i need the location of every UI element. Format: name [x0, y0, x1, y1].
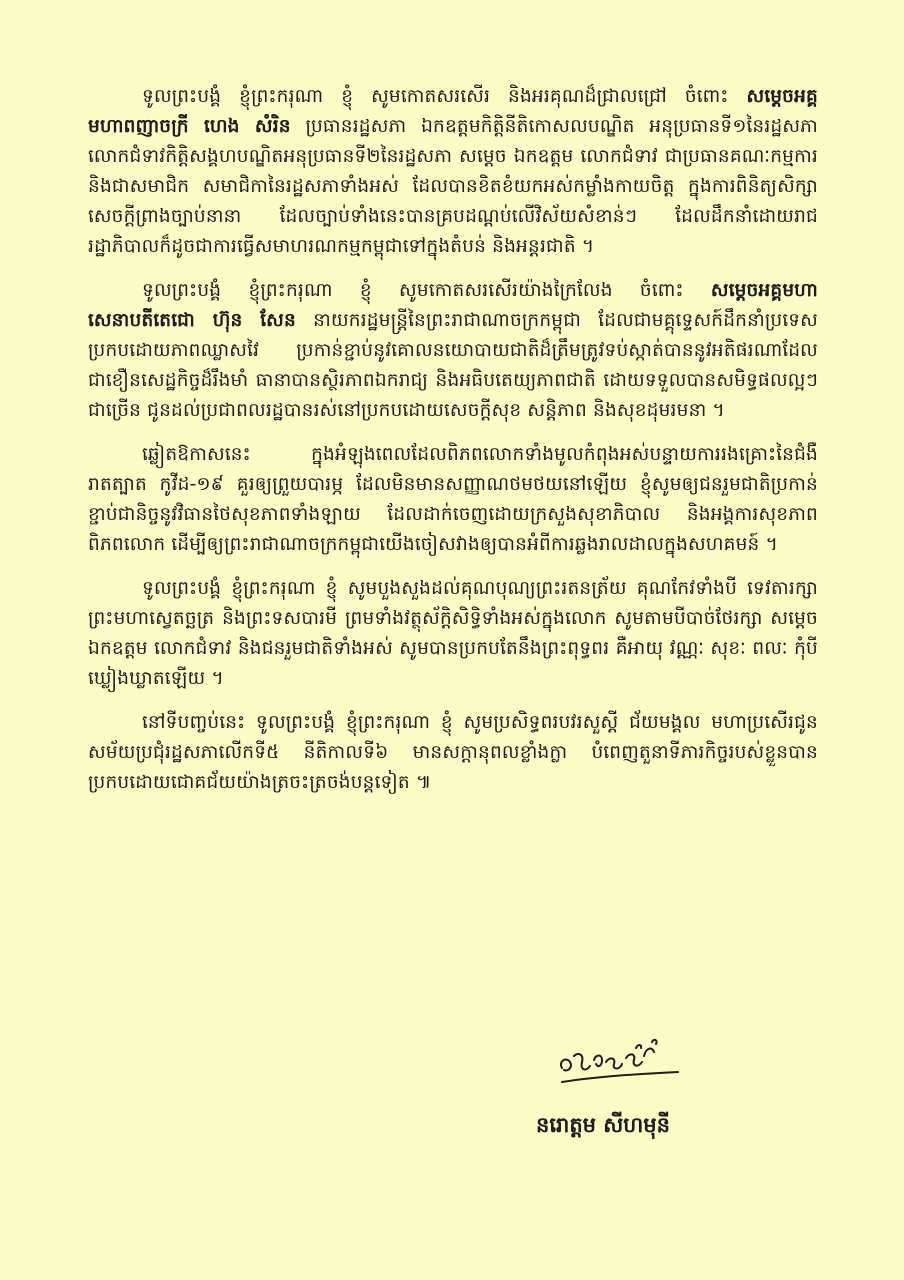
paragraph-1-text-b: ប្រធានរដ្ឋសភា ឯកឧត្តមកិត្តិនីតិកោសលបណ្ឌិត អនុប្រធានទី១នៃរដ្ឋសភា លោកជំទាវកិត្តិសង្គហបណ្ឌិតអនុប្រធានទី២នៃរដ្ឋសភា សម្ដេច ឯកឧត្តម លោកជំទាវ ជាប្រធានគណៈកម្មការ និងជាសមាជិក សមាជិកានៃរដ្ឋសភាទាំងអស់ ដែលបានខិតខំយកអស់កម្លាំងកាយចិត្ត ក្នុងការពិនិត្យសិក្សាសេចក្ដីព្រាងច្បាប់នានា ដែលច្បាប់ទាំងនេះបានគ្របដណ្ដប់លើវិស័យសំខាន់ៗ ដែលដឹកនាំដោយរាជរដ្ឋាភិបាលក៏ដូចជាការធ្វើសមាហរណកម្មកម្ពុជាទៅក្នុងតំបន់ និងអន្តរជាតិ ។: [88, 116, 818, 257]
paragraph-2-text-b: នាយករដ្ឋមន្ត្រីនៃព្រះរាជាណាចក្រកម្ពុជា ដែលជាមគ្គុទ្ទេសក៍ដឹកនាំប្រទេសប្រកបដោយភាពឈ្លាសវៃ ប្រកាន់ខ្ជាប់នូវគោលនយោបាយជាតិដ៏ត្រឹមត្រូវទប់ស្កាត់បាននូវអតិផរណាដែលជាខឿនសេដ្ឋកិច្ចដ៏រឹងមាំ ធានាបានស្ថិរភាពឯករាជ្យ និងអធិបតេយ្យភាពជាតិ ដោយទទួលបានសមិទ្ធផលល្អៗជាច្រើន ជូនដល់ប្រជាពលរដ្ឋបានរស់នៅប្រកបដោយសេចក្ដីសុខ សន្តិភាព និងសុខដុមរមនា ។: [88, 310, 818, 421]
paragraph-3: [88, 440, 818, 560]
signature-image: [540, 1032, 740, 1094]
paragraph-1-bold-name: សម្ដេចអគ្គមហាពញាចក្រី ហេង សំរិន: [88, 86, 818, 137]
signer-name: នរោត្តម សីហមុនី: [536, 1113, 670, 1137]
paragraph-3-text: ឆ្លៀតឱកាសនេះ ក្នុងអំឡុងពេលដែលពិភពលោកទាំងមូលកំពុងអស់បន្ទាយការរងគ្រោះនៃជំងឺរាតត្បាត កូវីដ-១៩ គួរឲ្យព្រួយបារម្ភ ដែលមិនមានសញ្ញាណថមថយនៅឡើយ ខ្ញុំសូមឲ្យជនរួមជាតិប្រកាន់ខ្ជាប់ជានិច្ចនូវវិធានថៃសុខភាពទាំងឡាយ ដែលដាក់ចេញដោយក្រសួងសុខាភិបាល និងអង្គការសុខភាពពិភពលោក ដើម្បីឲ្យព្រះរាជាណាចក្រកម្ពុជាយើងចៀសវាងឲ្យបានអំពីការឆ្លងរាលដាលក្នុងសហគមន៍ ។: [88, 444, 818, 555]
paragraph-5-text: នៅទីបញ្ចប់នេះ ទូលព្រះបង្គំ ខ្ញុំព្រះករុណា ខ្ញុំ សូមប្រសិទ្ធពរបវរសួស្ដី ជ័យមង្គល មហាប្រសើរជូនសម័យប្រជុំរដ្ឋសភាលើកទី៥ នីតិកាលទី៦ មានសក្ដានុពលខ្លាំងក្លា បំពេញតួនាទីភារកិច្ចរបស់ខ្លួនបានប្រកបដោយជោគជ័យយ៉ាងត្រចះត្រចង់បន្តទៀត ៕: [88, 712, 818, 793]
letter-body: [88, 82, 818, 812]
paragraph-1: [88, 82, 818, 262]
paragraph-5: [88, 708, 818, 798]
paragraph-4-text: ទូលព្រះបង្គំ ខ្ញុំព្រះករុណា ខ្ញុំ សូមបួងសួងដល់គុណបុណ្យព្រះរតនត្រ័យ គុណកែវទាំងបី ទេវតារក្សាព្រះមហាស្វេតច្ឆត្រ និងព្រះទសបារមី ព្រមទាំងវត្ថុស័ក្តិសិទ្ធិទាំងអស់ក្នុងលោក សូមតាមបីបាច់ថែរក្សា សម្ដេច ឯកឧត្តម លោកជំទាវ និងជនរួមជាតិទាំងអស់ សូមបានប្រកបតែនឹងព្រះពុទ្ធពរ គឺអាយុ វណ្ណៈ សុខៈ ពលៈ កុំបីឃ្លៀងឃ្លាតឡើយ ។: [88, 578, 818, 689]
paragraph-4: [88, 574, 818, 694]
paragraph-1-text-a: ទូលព្រះបង្គំ ខ្ញុំព្រះករុណា ខ្ញុំ សូមកោតសរសើរ និងអរគុណដ៏ជ្រាលជ្រៅ ចំពោះ: [142, 86, 747, 107]
paragraph-2-bold-name: សម្ដេចអគ្គមហាសេនាបតីតេជោ ហ៊ុន សែន: [88, 280, 818, 331]
handwritten-signature: [540, 1032, 740, 1094]
paragraph-2-text-a: ទូលព្រះបង្គំ ខ្ញុំព្រះករុណា ខ្ញុំ សូមកោតសរសើរយ៉ាងក្រៃលែង ចំពោះ: [142, 280, 711, 301]
paragraph-2: [88, 276, 818, 426]
